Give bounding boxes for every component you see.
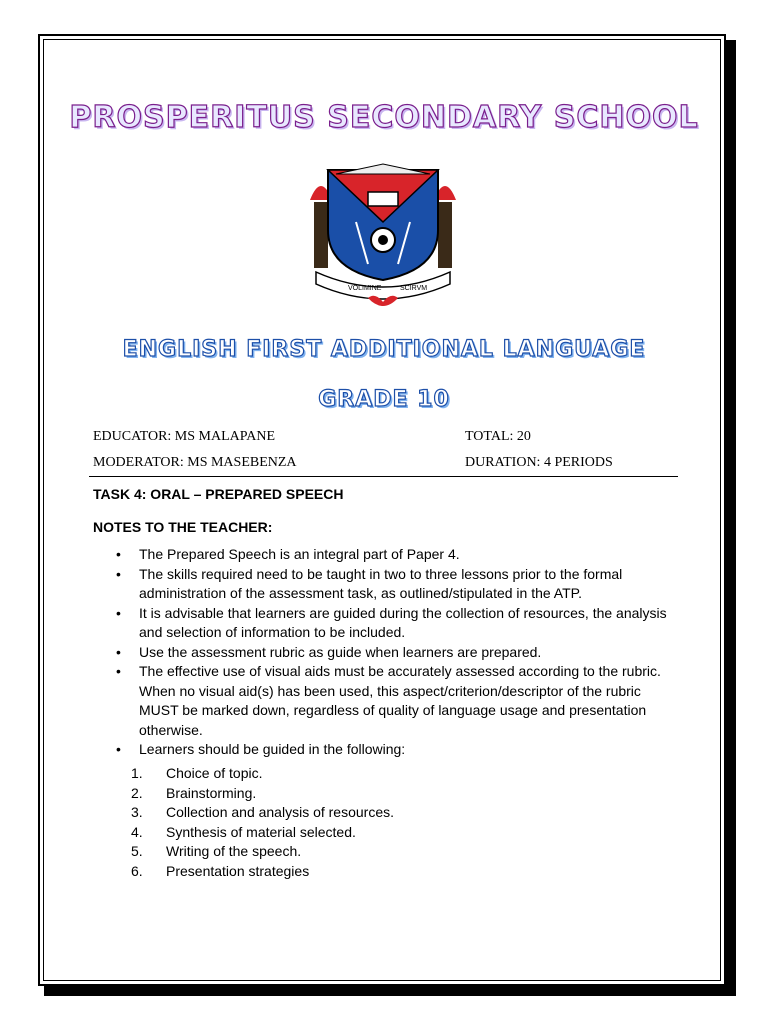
notes-heading: NOTES TO THE TEACHER:	[93, 519, 273, 535]
step-number: 3.	[131, 804, 143, 820]
note-text: The skills required need to be taught in two to three lessons prior to the formal administration of the assessment task, as outlined/stipulated in the ATP.	[139, 565, 623, 601]
step-number: 6.	[131, 862, 143, 879]
note-text: Learners should be guided in the following:	[139, 741, 406, 757]
educator-label: EDUCATOR: MS MALAPANE	[93, 429, 276, 444]
step-text: Collection and analysis of resources.	[166, 804, 395, 820]
duration-label: DURATION: 4 PERIODS	[465, 455, 613, 470]
bullet-icon: •	[116, 546, 121, 562]
list-item	[93, 545, 683, 565]
bullet-icon: •	[116, 741, 121, 757]
moderator-label: MODERATOR: MS MASEBENZA	[93, 455, 297, 470]
note-text: The Prepared Speech is an integral part of Paper 4.	[139, 546, 460, 562]
step-text: Presentation strategies	[166, 862, 310, 879]
list-item	[93, 764, 653, 784]
list-item	[93, 823, 653, 843]
list-item	[93, 643, 683, 663]
subject-title: ENGLISH FIRST ADDITIONAL LANGUAGE	[122, 337, 646, 362]
bullet-icon: •	[116, 604, 121, 621]
note-text: The effective use of visual aids must be accurately assessed according to the rubric. When no visual aid(s) has been used, this aspect/criterion/descriptor of the rubric MUST be marked down, regardless of quality of language usage and presentation otherwise.	[139, 663, 661, 738]
list-item	[93, 662, 683, 740]
list-item	[93, 784, 653, 804]
step-number: 1.	[131, 765, 143, 781]
crest-book	[368, 192, 398, 206]
notes-list	[93, 545, 683, 760]
step-text: Brainstorming.	[166, 784, 257, 801]
total-label: TOTAL: 20	[465, 429, 531, 444]
list-item	[93, 803, 653, 823]
list-item	[93, 842, 653, 862]
steps-list	[93, 764, 653, 881]
header-divider	[89, 476, 678, 477]
school-name: PROSPERITUS SECONDARY SCHOOL	[69, 100, 699, 135]
step-text: Choice of topic.	[166, 765, 263, 781]
list-item	[93, 565, 683, 604]
note-text: Use the assessment rubric as guide when learners are prepared.	[139, 643, 542, 660]
bullet-icon: •	[116, 663, 121, 679]
crest-motto-right: SCIRVM	[400, 285, 428, 292]
school-crest	[296, 152, 470, 318]
step-text: Synthesis of material selected.	[166, 823, 356, 840]
step-number: 2.	[131, 784, 143, 801]
list-item	[93, 740, 683, 760]
crest-motto-left: VOLIMINE	[348, 285, 382, 292]
list-item	[93, 862, 653, 882]
step-text: Writing of the speech.	[166, 843, 302, 859]
step-number: 5.	[131, 843, 143, 859]
bullet-icon: •	[116, 565, 121, 582]
bullet-icon: •	[116, 643, 121, 660]
grade-title: GRADE 10	[318, 387, 450, 412]
list-item	[93, 604, 683, 643]
right-torch	[438, 202, 452, 268]
task-heading: TASK 4: ORAL – PREPARED SPEECH	[93, 486, 344, 502]
crest-emblem	[296, 152, 470, 318]
crest-eye-pupil	[378, 235, 388, 245]
step-number: 4.	[131, 823, 143, 840]
note-text: It is advisable that learners are guided during the collection of resources, the analysis and selection of information to be included.	[139, 604, 667, 640]
left-torch	[314, 202, 328, 268]
